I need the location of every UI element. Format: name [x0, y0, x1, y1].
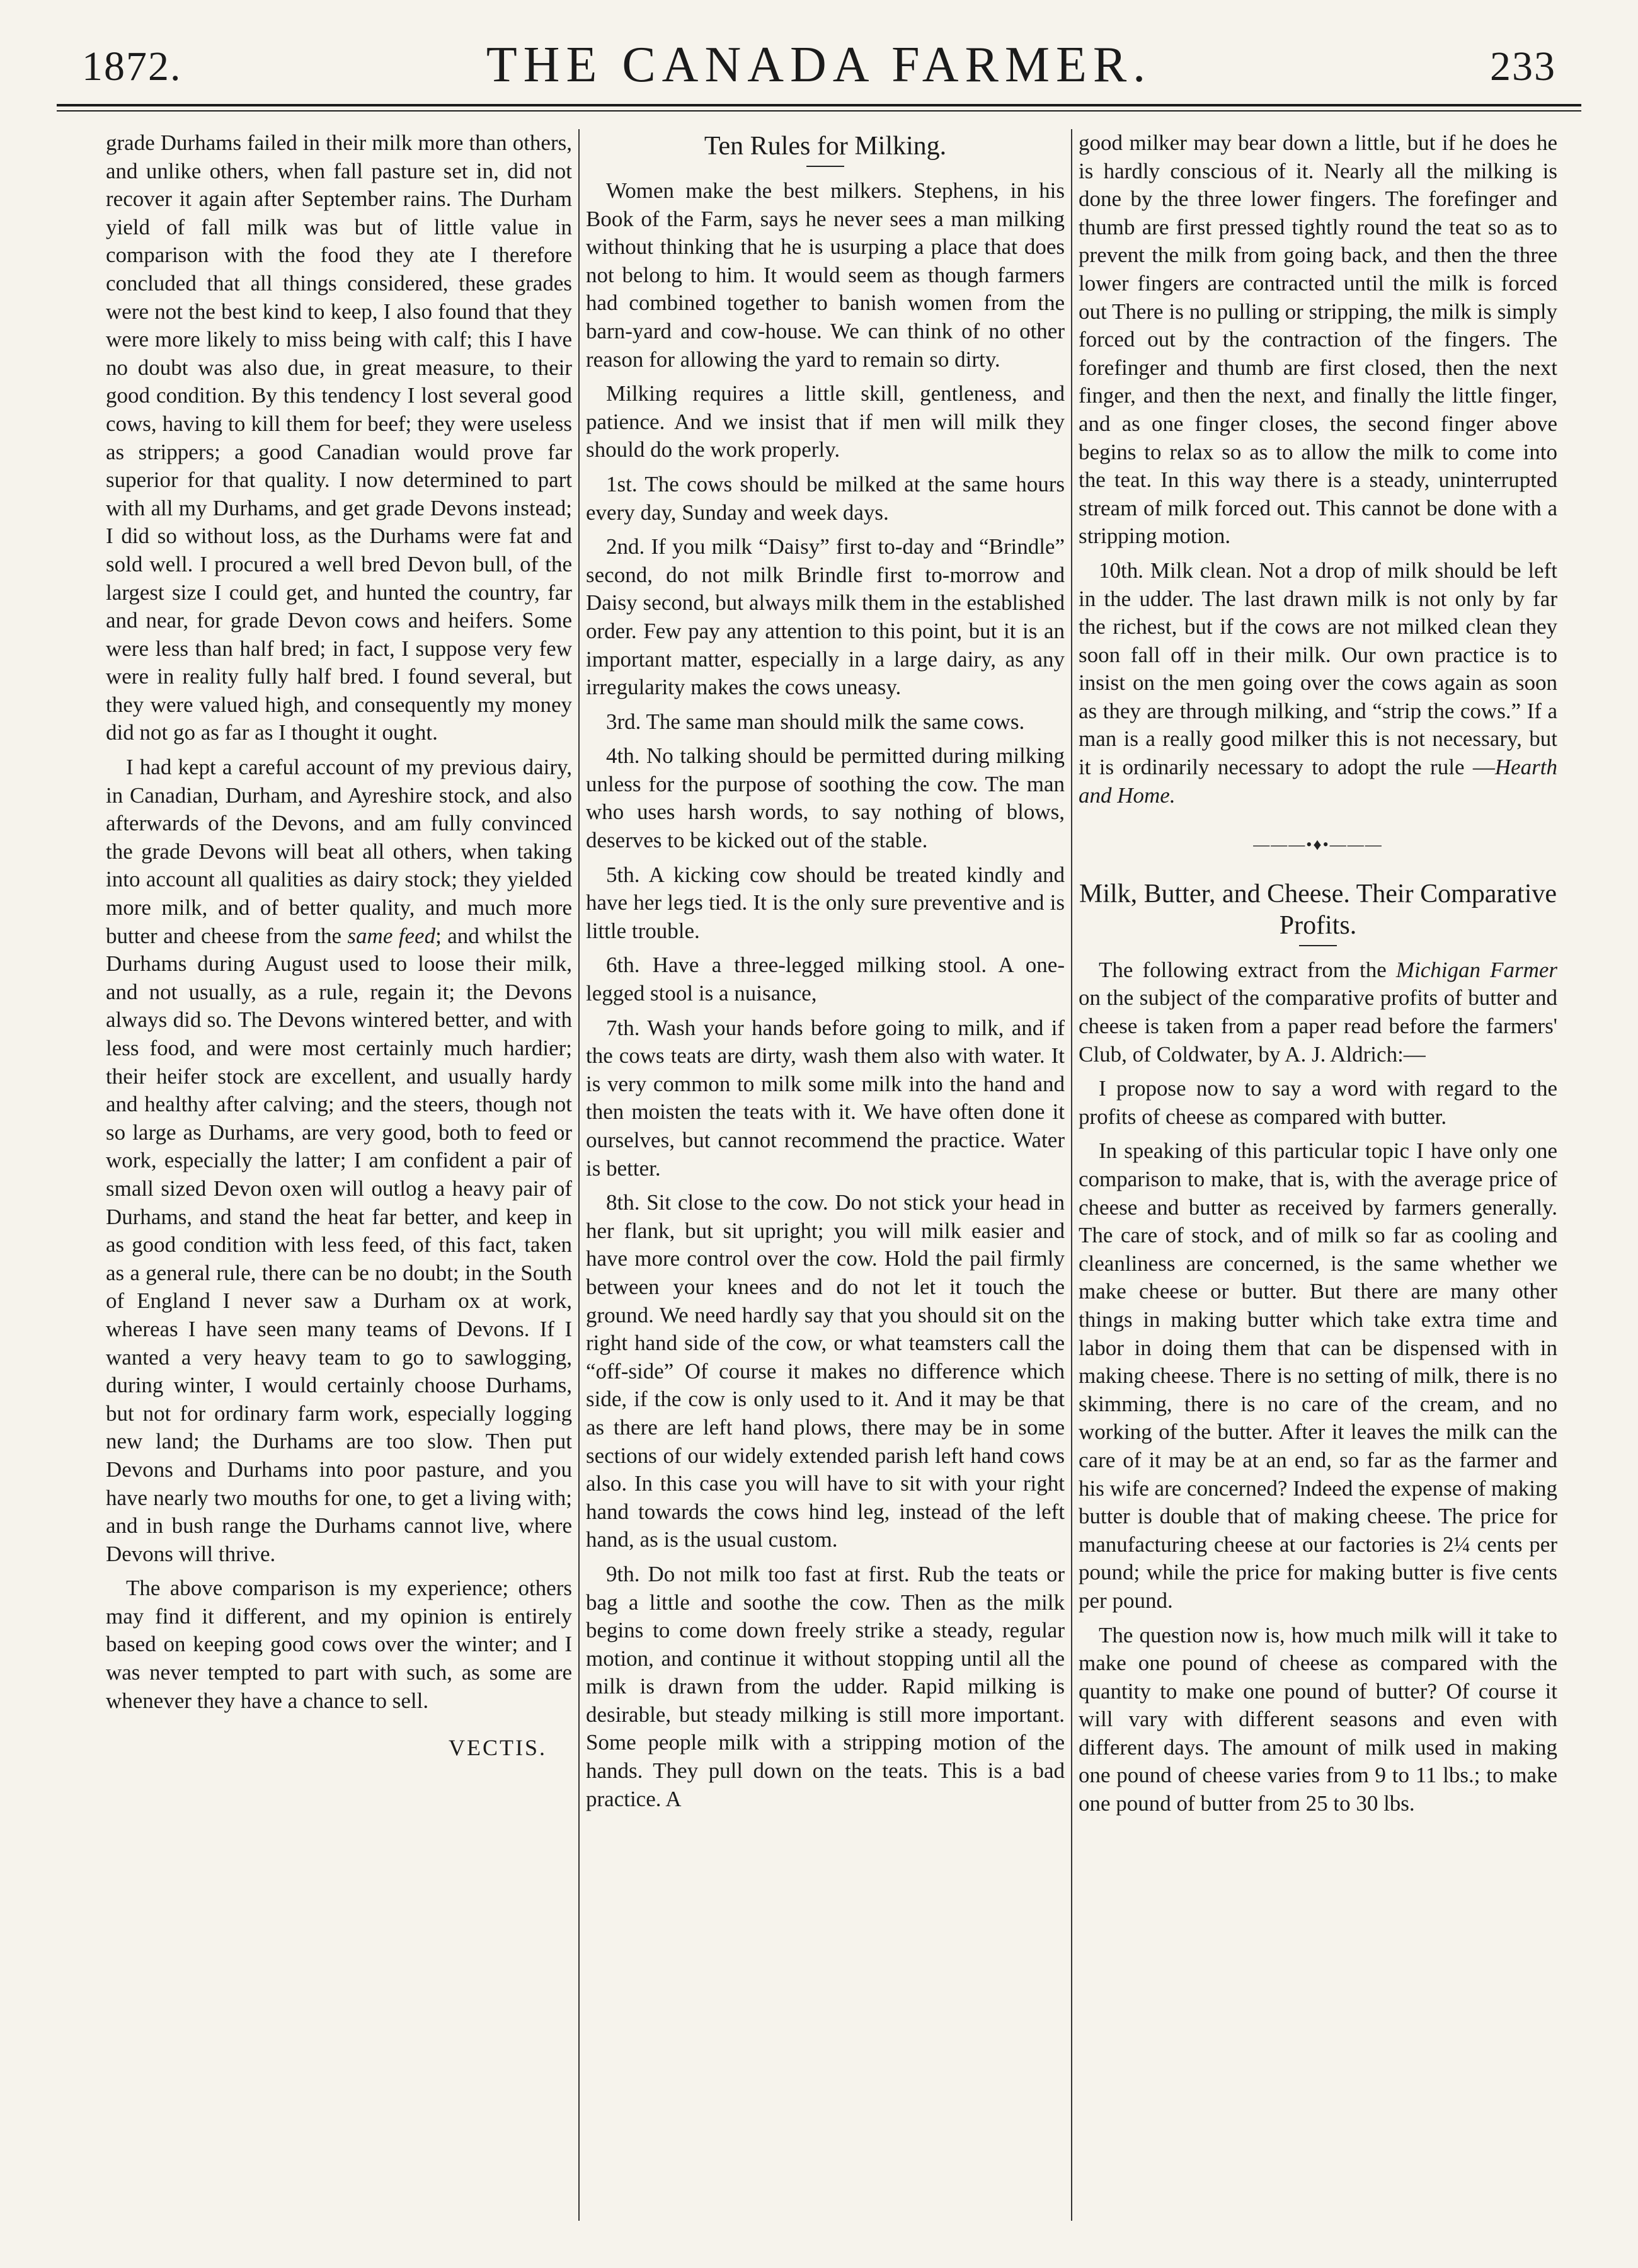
page-number: 233	[1490, 43, 1556, 89]
col1-paragraph-2-end: ; and whilst the Durhams during August used to loose their milk, and not usually, as a rule, regain it; the Devons always did so. The Devons wintered better, and with less food, and were most certainly much hardier; their heifer stock are excellent, and usually hardy and healthy after calving; and the steers, though not so large as Durhams, are very good, both to feed or work, especially the latter; I am confident a pair of small sized Devon oxen will outlog a heavy pair of Durhams, and stand the heat far better, and keep in as good condition with less feed, of this fact, taken as a general rule, there can be no doubt; in the South of England I never saw a Durham ox at work, whereas I have seen many teams of Devons. If I wanted a very heavy team to go to sawlogging, during winter, I would certainly choose Durhams, but not for ordinary farm work, especially logging new land; the Durhams are too slow. Then put Devons and Durhams into poor pasture, and you have nearly two mouths for one, to get a living with; and in bush range the Durhams cannot live, where Devons will thrive.	[106, 923, 572, 1566]
column-divider-2	[1071, 129, 1072, 2221]
column-3	[1079, 129, 1557, 2240]
rule-9: 9th. Do not milk too fast at first. Rub the teats or bag a little and soothe the cow. Then as the milk begins to come down freely strike a steady, regular motion, and continue it without stopping until all the milk is drawn from the udder. Rapid milking is desirable, but steady milking is still more important. Some people milk with a stripping motion of the hands. They pull down on the teats. This is a bad practice. A	[586, 1561, 1065, 1811]
col2-intro-1: Women make the best milkers. Stephens, in his Book of the Farm, says he never sees a man milking without thinking that he is usurping a place that does not belong to him. It would seem as though farmers had combined together to banish women from the barn-yard and cow-house. We can think of no other reason for allowing the yard to remain so dirty.	[586, 178, 1065, 372]
col2-intro-2: Milking requires a little skill, gentleness, and patience. And we insist that if men will milk they should do the work properly.	[586, 381, 1065, 462]
rule-7: 7th. Wash your hands before going to milk, and if the cows teats are dirty, wash them also with water. It is very common to milk some milk into the hand and then moisten the teats with it. We have often done it ourselves, but cannot recommend the practice. Water is better.	[586, 1015, 1065, 1181]
col1-paragraph-2	[106, 753, 572, 1568]
col3-intro	[1079, 956, 1557, 1068]
masthead-rule-thick	[57, 104, 1581, 106]
col3-paragraph-3: The question now is, how much milk will it take to make one pound of cheese as compared with the quantity to make one pound of butter? Of course it will vary with different seasons and even with different days. The amount of milk used in making one pound of cheese varies from 9 to 11 lbs.; to make one pound of butter from 25 to 30 lbs.	[1079, 1622, 1557, 1816]
rule-8: 8th. Sit close to the cow. Do not stick your head in her flank, but sit upright; you will milk easier and have more control over the cow. Hold the pail firmly between your knees and do not let it touch the ground. We need hardly say that you should sit on the right hand side of the cow, or what teamsters call the “off-side” Of course it makes no difference which side, if the cow is only used to it. And it may be that as there are left hand plows, there may be in some sections of our widely extended parish left hand cows also. In this case you will have to sit with your right hand towards the cows hind leg, instead of the left hand, as is the usual custom.	[586, 1190, 1065, 1552]
masthead	[57, 25, 1581, 107]
rule-1: 1st. The cows should be milked at the same hours every day, Sunday and week days.	[586, 471, 1065, 525]
col3-paragraph-1: I propose now to say a word with regard to the profits of cheese as compared with butter.	[1079, 1076, 1557, 1129]
rule-10	[1079, 557, 1557, 810]
col1-italic-phrase: same feed	[347, 923, 436, 948]
rule-4: 4th. No talking should be permitted during milking unless for the purpose of soothing the cow. The man who uses harsh words, to say nothing of blows, deserves to be kicked out of the stable.	[586, 743, 1065, 853]
col3-intro-end: on the subject of the comparative profits of butter and cheese is taken from a paper read before the farmers' Club, of Coldwater, by A. J. Aldrich:—	[1079, 985, 1557, 1067]
col1-paragraph-3: The above comparison is my experience; others may find it different, and my opinion is entirely based on keeping good cows over the winter; and I was never tempted to part with such, as some are whenever they have a chance to sell.	[106, 1576, 572, 1713]
section-ornament: ———•♦•———	[1253, 835, 1383, 854]
rule-2: 2nd. If you milk “Daisy” first to-day and “Brindle” second, do not milk Brindle first to-morrow and Daisy second, but always milk them in the established order. Few pay any attention to this point, but it is an important matter, especially in a large dairy, as any irregularity makes the cows uneasy.	[586, 534, 1065, 700]
publication-name: Michigan Farmer	[1395, 957, 1557, 982]
rule-9-continued: good milker may bear down a little, but if he does he is hardly conscious of it. Nearly all the milking is done by the three lower fingers. The forefinger and thumb are first pressed tightly round the teat so as to prevent the milk from going back, and then the three lower fingers are contracted until the milk is forced out There is no pulling or stripping, the milk is simply forced out by the contraction of the fingers. The forefinger and thumb are first closed, then the next finger, and then the next, and finally the little finger, and as one finger closes, the second finger above begins to relax so as to allow the milk to come into the teat. In this way there is a steady, uninterrupted stream of milk forced out. This cannot be done with a stripping motion.	[1079, 130, 1557, 549]
column-1	[106, 129, 572, 2240]
column-2	[586, 129, 1065, 2240]
col1-paragraph-1: grade Durhams failed in their milk more than others, and unlike others, when fall pasture set in, did not recover it again after September rains. The Durham yield of fall milk was but of little value in comparison with the food they ate I therefore concluded that all things considered, these grades were not the best kind to keep, I also found that they were more likely to miss being with calf; this I have no doubt was also due, in great measure, to their good condition. By this tendency I lost several good cows, having to kill them for beef; they were useless as strippers; a good Canadian would prove far superior for that quality. I now determined to part with all my Durhams, and get grade Devons instead; I did so without loss, as the Durhams were fat and sold well. I procured a well bred Devon bull, of the largest size I could get, and hunted the country, far and near, for grade Devon cows and heifers. Some were less than half bred; in fact, I suppose very few were in reality fully half bred. I found several, but they were valued high, and consequently my money did not go as far as I thought it ought.	[106, 130, 572, 745]
author-signature: VECTIS.	[449, 1735, 547, 1761]
heading-dash	[806, 166, 844, 167]
col3-intro-start: The following extract from the	[1099, 957, 1387, 982]
col3-paragraph-2: In speaking of this particular topic I have only one comparison to make, that is, with the average price of cheese and butter as received by farmers generally. The care of stock, and of milk so far as cooling and cleanliness are concerned, is the same whether we make cheese or butter. But there are many other things in making butter which take extra time and labor in doing them that can be dispensed with in making cheese. There is no setting of milk, there is no skimming, there is no care of the cream, and no working of the butter. After it leaves the milk can the care of it may be at an end, so far as the farmer and his wife are concerned? Indeed the expense of making butter is double that of making cheese. The price for manufacturing cheese at our factories is 2¼ cents per pound; while the price for making butter is five cents per pound.	[1079, 1138, 1557, 1613]
rule-10-source: Hearth and Home.	[1079, 755, 1557, 808]
rule-5: 5th. A kicking cow should be treated kindly and have her legs tied. It is the only sure preventive and is little trouble.	[586, 862, 1065, 943]
heading-dash-2	[1299, 945, 1337, 946]
article-heading-profits: Milk, Butter, and Cheese. Their Comparative Profits.	[1079, 879, 1557, 940]
masthead-title: THE CANADA FARMER.	[486, 37, 1152, 93]
masthead-year: 1872.	[82, 43, 182, 89]
masthead-rule-thin	[57, 110, 1581, 112]
column-divider-1	[578, 129, 580, 2221]
rule-6: 6th. Have a three-legged milking stool. A one-legged stool is a nuisance,	[586, 953, 1065, 1006]
article-heading-milking: Ten Rules for Milking.	[704, 132, 947, 161]
col1-paragraph-2-start: I had kept a careful account of my previous dairy, in Canadian, Durham, and Ayreshire stock, and also afterwards of the Devons, and am fully convinced the grade Devons will beat all others, when taking into account all qualities as dairy stock; they yielded more milk, and of better quality, and much more butter and cheese from the	[106, 755, 572, 948]
rule-3: 3rd. The same man should milk the same cows.	[606, 709, 1025, 734]
rule-10-text: 10th. Milk clean. Not a drop of milk should be left in the udder. The last drawn milk is not only by far the richest, but if the cows are not milked clean they soon fall off in their milk. Our own practice is to insist on the men going over the cows again as soon as they are through milking, and “strip the cows.” If a man is a really good milker this is not necessary, but it is ordinarily necessary to adopt the rule —	[1079, 558, 1557, 780]
